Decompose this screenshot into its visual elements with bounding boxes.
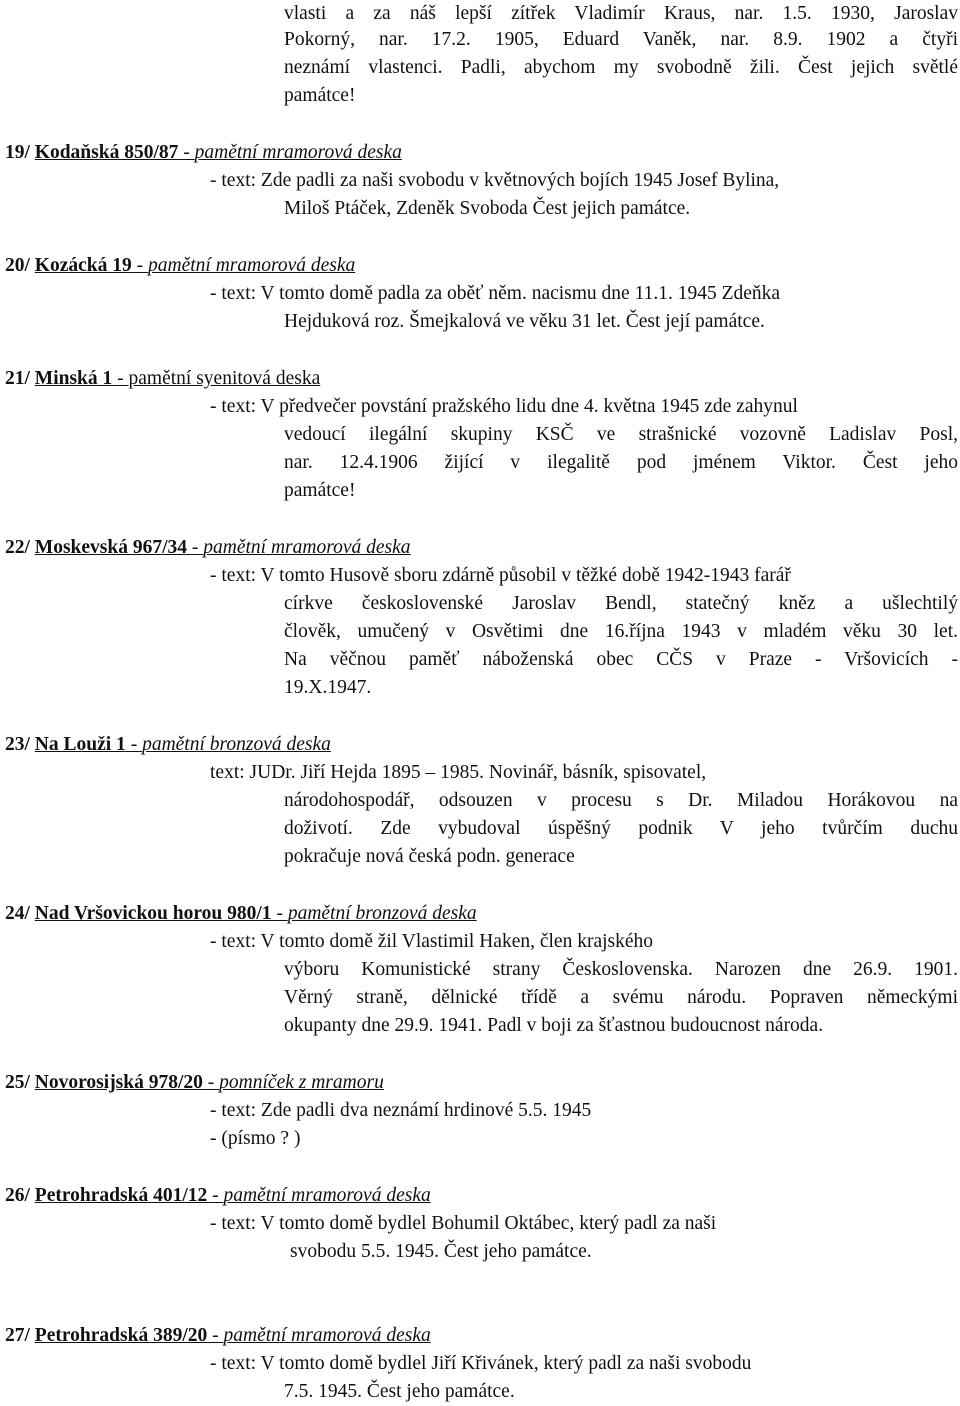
entry-heading <box>5 731 331 759</box>
entry-heading <box>5 1182 431 1210</box>
entry-separator: - <box>112 368 129 389</box>
intro-line: Pokorný, nar. 17.2. 1905, Eduard Vaněk, nar. 8.9. 1902 a čtyři <box>284 29 958 50</box>
entry-address: Kodaňská 850/87 <box>34 142 179 163</box>
entry-address: Na Louži 1 <box>34 734 126 755</box>
entry-text-line: Miloš Ptáček, Zdeněk Svoboda Čest jejich památce. <box>284 198 691 219</box>
entry-separator: - <box>202 1072 220 1093</box>
entry-text-line: Věrný straně, dělnické třídě a svému národu. Popraven německými <box>284 987 958 1008</box>
entry-separator: - <box>207 1325 224 1346</box>
entry-type: pamětní syenitová deska <box>128 368 321 389</box>
entry-address: Moskevská 967/34 <box>34 537 188 558</box>
entry-text-line: památce! <box>284 480 356 501</box>
entry-text-line: člověk, umučený v Osvětimi dne 16.října 1943 v mladém věku 30 let. <box>284 621 958 642</box>
entry-number: 22/ <box>5 537 30 558</box>
entry-number: 19/ <box>5 142 30 163</box>
entry-type: pomníček z mramoru <box>219 1072 384 1093</box>
entry-heading <box>5 1322 431 1350</box>
entry-text-line: - text: V tomto domě žil Vlastimil Haken, člen krajského <box>210 931 654 952</box>
entry-separator: - <box>125 734 143 755</box>
entry-separator: - <box>187 537 204 558</box>
entry-text-line: 7.5. 1945. Čest jeho památce. <box>284 1381 515 1402</box>
entry-text-line: okupanty dne 29.9. 1941. Padl v boji za šťastnou budoucnost národa. <box>284 1015 824 1036</box>
entry-type: pamětní mramorová deska <box>194 142 402 163</box>
entry-heading <box>5 252 355 280</box>
entry-type: pamětní mramorová deska <box>148 255 356 276</box>
entry-separator: - <box>207 1185 224 1206</box>
entry-address: Petrohradská 389/20 <box>34 1325 208 1346</box>
entry-heading <box>5 900 477 928</box>
entry-text-line: text: JUDr. Jiří Hejda 1895 – 1985. Novinář, básník, spisovatel, <box>210 762 707 783</box>
entry-address: Petrohradská 401/12 <box>34 1185 208 1206</box>
intro-line: památce! <box>284 85 356 106</box>
entry-text-line: - text: V tomto domě bydlel Jiří Křivánek, který padl za naši svobodu <box>210 1353 752 1374</box>
entry-text-line: pokračuje nová česká podn. generace <box>284 846 575 867</box>
entry-number: 20/ <box>5 255 30 276</box>
entry-number: 25/ <box>5 1072 30 1093</box>
entry-text-line: Na věčnou paměť náboženská obec CČS v Praze - Vršovicích - <box>284 649 958 670</box>
entry-text-line: - text: V tomto domě padla za oběť něm. nacismu dne 11.1. 1945 Zdeňka <box>210 283 781 304</box>
entry-number: 23/ <box>5 734 30 755</box>
entry-separator: - <box>131 255 148 276</box>
entry-number: 24/ <box>5 903 30 924</box>
entry-number: 27/ <box>5 1325 30 1346</box>
entry-type: pamětní mramorová deska <box>223 1325 431 1346</box>
entry-text-line: národohospodář, odsouzen v procesu s Dr. Miladou Horákovou na <box>284 790 958 811</box>
entry-text-line: 19.X.1947. <box>284 677 372 698</box>
intro-line: neznámí vlastenci. Padli, abychom my svobodně žili. Čest jejich světlé <box>284 57 958 78</box>
entry-heading <box>5 139 402 167</box>
entry-separator: - <box>271 903 288 924</box>
entry-number: 26/ <box>5 1185 30 1206</box>
entry-number: 21/ <box>5 368 30 389</box>
entry-text-line: - text: Zde padli za naši svobodu v květnových bojích 1945 Josef Bylina, <box>210 170 780 191</box>
entry-heading <box>5 1069 384 1097</box>
entry-type: pamětní bronzová deska <box>142 734 331 755</box>
entry-address: Novorosijská 978/20 <box>34 1072 203 1093</box>
entry-type: pamětní mramorová deska <box>223 1185 431 1206</box>
entry-text-line: nar. 12.4.1906 žijící v ilegalitě pod jménem Viktor. Čest jeho <box>284 452 958 473</box>
entry-heading <box>5 534 411 562</box>
entry-type: pamětní mramorová deska <box>203 537 411 558</box>
entry-text-line: - text: V tomto Husově sboru zdárně působil v těžké době 1942-1943 farář <box>210 565 791 586</box>
entry-text-line: - text: V tomto domě bydlel Bohumil Oktábec, který padl za naši <box>210 1213 717 1234</box>
entry-text-line: - text: Zde padli dva neznámí hrdinové 5.5. 1945 <box>210 1100 592 1121</box>
entry-text-line: doživotí. Zde vybudoval úspěšný podnik V jeho tvůrčím duchu <box>284 818 958 839</box>
entry-text-line: výboru Komunistické strany Československa. Narozen dne 26.9. 1901. <box>284 959 958 980</box>
entry-address: Nad Vršovickou horou 980/1 <box>34 903 272 924</box>
intro-line: vlasti a za náš lepší zítřek Vladimír Kraus, nar. 1.5. 1930, Jaroslav <box>284 3 958 24</box>
entry-separator: - <box>178 142 195 163</box>
entry-text-line: vedoucí ilegální skupiny KSČ ve strašnické vozovně Ladislav Posl, <box>284 424 958 445</box>
entry-text-line: svobodu 5.5. 1945. Čest jeho památce. <box>290 1241 592 1262</box>
entry-address: Minská 1 <box>34 368 113 389</box>
entry-text-line: Hejduková roz. Šmejkalová ve věku 31 let. Čest její památce. <box>284 311 765 332</box>
entry-text-line: církve československé Jaroslav Bendl, statečný kněz a ušlechtilý <box>284 593 958 614</box>
entry-text-line: - text: V předvečer povstání pražského lidu dne 4. května 1945 zde zahynul <box>210 396 798 417</box>
entry-text-line: - (písmo ? ) <box>210 1128 301 1149</box>
entry-type: pamětní bronzová deska <box>287 903 477 924</box>
entry-heading <box>5 365 320 393</box>
entry-address: Kozácká 19 <box>34 255 132 276</box>
